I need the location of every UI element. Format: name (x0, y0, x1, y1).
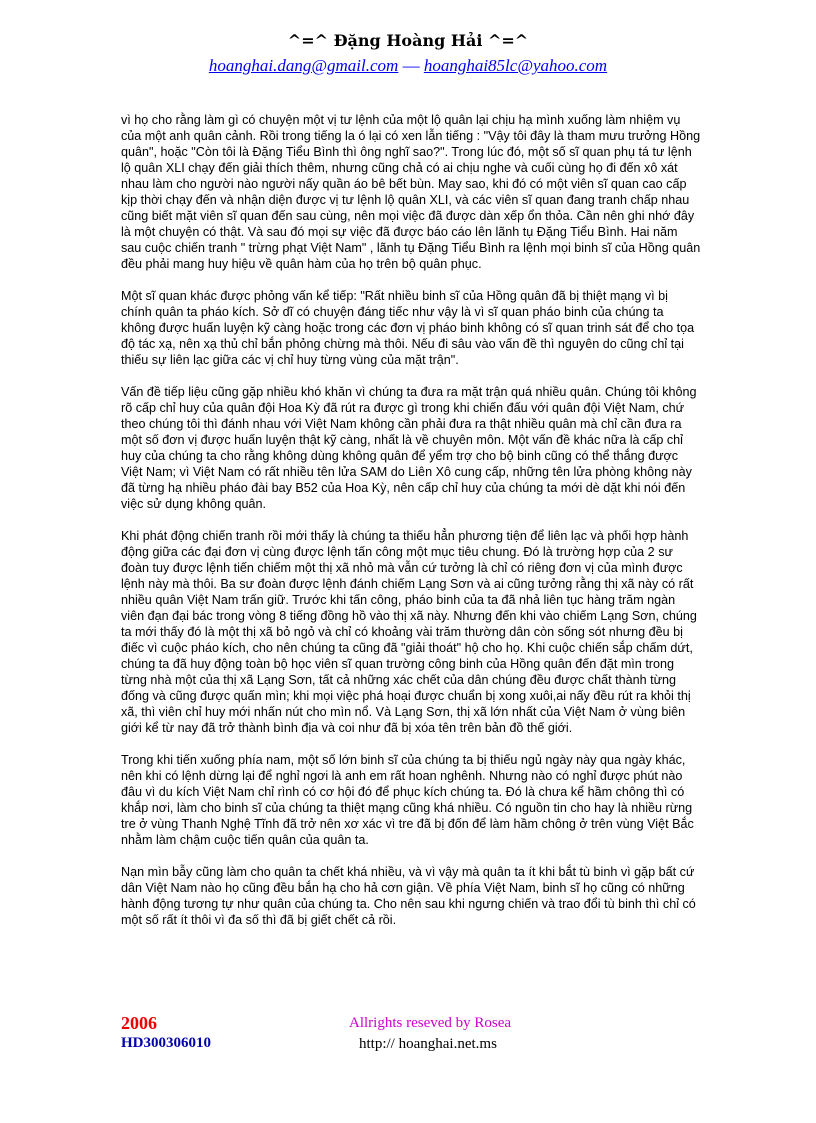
paragraph: Vấn đề tiếp liệu cũng gặp nhiều khó khăn vì chúng ta đưa ra mặt trận quá nhiều quân. Chúng tôi không rõ cấp chỉ huy của quân đội Hoa Kỳ đã rút ra được gì trong khi chiến đấu với quân đội Việt Nam, chứ theo chúng tôi thì đánh nhau với Việt Nam không cần phải đưa ra thật nhiều quân mà chỉ cần đưa ra một số đơn vị được huấn luyện thật kỹ càng, nhất là về chuyên môn. Một vấn đề khác nữa là cấp chỉ huy của chúng ta cho rằng không dùng không quân để yểm trợ cho bộ binh cũng có thể thắng được Việt Nam; vì Việt Nam có rất nhiều tên lửa SAM do Liên Xô cung cấp, những tên lửa phòng không này đã từng hạ nhiều pháo đài bay B52 của Hoa Kỳ, nên cấp chỉ huy của chúng ta mới dè dặt khi nói đến việc sử dụng không quân. (121, 385, 697, 511)
author-emails (0, 54, 816, 78)
author-title: ^=^ Đặng Hoàng Hải ^=^ (287, 31, 529, 50)
paragraph: Trong khi tiến xuống phía nam, một số lớn binh sĩ của chúng ta bị thiếu ngủ ngày này qua ngày khác, nên khi có lệnh dừng lại để nghỉ ngơi là anh em rất hoan nghênh. Nhưng nào có nghỉ được phút nào đâu vì du kích Việt Nam chỉ rình có cơ hội đó để phục kích chúng ta. Đó là chưa kể hầm chông thì có khắp nơi, làm cho binh sĩ của chúng ta thiệt mạng cũng khá nhiều. Có nguồn tin cho hay là nhiều rừng tre ở vùng Thanh Nghệ Tĩnh đã trở nên xơ xác vì tre đã bị đốn để làm hầm chông ở trên vùng Việt Bắc nhằm làm chậm cuộc tiến quân của quân ta. (121, 753, 694, 847)
footer-document-code: HD300306010 (121, 1035, 211, 1051)
email-link-yahoo[interactable]: hoanghai85lc@yahoo.com (423, 56, 608, 75)
paragraph: Nạn mìn bẫy cũng làm cho quân ta chết khá nhiều, và vì vậy mà quân ta ít khi bắt tù binh vì gặp bất cứ dân Việt Nam nào họ cũng đều bắn hạ cho hả cơn giận. Về phía Việt Nam, binh sĩ họ cũng có những hành động tương tự như quân của chúng ta. Cho nên sau khi ngưng chiến và trao đổi tù binh thì chỉ có một số rất ít thôi vì đa số thì đã bị giết chết cả rồi. (121, 865, 696, 927)
article-body (121, 112, 701, 944)
page-header (0, 30, 816, 78)
paragraph: vì họ cho rằng làm gì có chuyện một vị tư lệnh của một lộ quân lại chịu hạ mình xuống làm nhiệm vụ của một anh quân cảnh. Rồi trong tiếng la ó lại có xen lẫn tiếng : "Vậy tôi đây là tham mưu trưởng Hồng quân", hoặc "Còn tôi là Đặng Tiểu Bình thì ông nghĩ sao?". Trong lúc đó, một số sĩ quan phụ tá tư lệnh lộ quân XLI chạy đến giải thích thêm, nhưng cũng chả có ai chịu nghe và cuối cùng họ đi đến xô xát nhau làm cho người nào người nấy quần áo bê bết bùn. May sao, khi đó có một viên sĩ quan cao cấp kịp thời chạy đến và nhận diện được vị tư lệnh lộ quân XLI, và các viên sĩ quan đang tranh chấp nhau cũng biết mặt viên sĩ quan đến sau cùng, nên mọi việc đã được dàn xếp ổn thỏa. Cần nên ghi nhớ đây là một chuyện có thật. Và sau đó mọi sự việc đã được báo cáo lên lãnh tụ Đặng Tiểu Bình. Hai năm sau cuộc chiến tranh " trừng phạt Việt Nam" , lãnh tụ Đặng Tiểu Bình ra lệnh mọi binh sĩ của Hồng quân đều phải mang huy hiệu về quân hàm của họ trên bộ quân phục. (121, 113, 701, 271)
footer-website-link[interactable]: http:// hoanghai.net.ms (359, 1036, 497, 1052)
paragraph: Khi phát động chiến tranh rồi mới thấy là chúng ta thiếu hẳn phương tiện để liên lạc và phối hợp hành động giữa các đại đơn vị cùng được lệnh tấn công một mục tiêu chung. Đó là trường hợp của 2 sư đoàn tuy được lệnh tiến chiếm một thị xã nhỏ mà vẫn cứ tưởng là chỉ có riêng đơn vị của mình được lệnh này mà thôi. Ba sư đoàn được lệnh đánh chiếm Lạng Sơn và ai cũng tưởng rằng thị xã này có rất nhiều quân Việt Nam trấn giữ. Trước khi tấn công, pháo binh của ta đã nhả liên tục hàng trăm ngàn viên đạn đại bác trong vòng 8 tiếng đồng hồ vào thị xã này. Nhưng đến khi vào chiếm Lạng Sơn, chúng ta mới thấy đó là một thị xã bỏ ngỏ và chỉ có khoảng vài trăm thường dân còn sống sót nhưng đều bị điếc vì cuộc pháo kích, cho nên chúng ta cũng đã "giải thoát" hộ cho họ. Khi cuộc chiến sắp chấm dứt, chúng ta đã huy động toàn bộ học viên sĩ quan trường công binh của Hồng quân đến đặt mìn trong từng nhà một của thị xã Lạng Sơn, tất cả những xác chết của dân chúng đều được chất thành từng đống và cũng được quấn mìn; khi mọi việc phá hoại được chuẩn bị xong xuôi,ai nấy đều rút ra khỏi thị xã, thì viên chỉ huy mới nhấn nút cho mìn nổ. Và Lạng Sơn, thị xã lớn nhất của Việt Nam ở vùng biên giới kể từ nay đã trở thành bình địa và coi như đã bị xóa tên trên bản đồ thế giới. (121, 529, 697, 735)
footer-copyright: Allrights reseved by Rosea (349, 1015, 512, 1031)
footer-year: 2006 (121, 1013, 157, 1033)
email-link-gmail[interactable]: hoanghai.dang@gmail.com (208, 56, 399, 75)
page-footer (121, 1013, 701, 1058)
email-separator: — (398, 56, 424, 75)
paragraph: Một sĩ quan khác được phỏng vấn kể tiếp: "Rất nhiều binh sĩ của Hồng quân đã bị thiệt mạng vì bị chính quân ta pháo kích. Sở dĩ có chuyện đáng tiếc như vậy là vì sĩ quan pháo binh của chúng ta không được huấn luyện kỹ càng hoặc trong các đơn vị pháo binh không có sĩ quan trinh sát để cho tọa độ tác xạ, nên xạ thủ chỉ bắn phỏng chừng mà thôi. Nếu đi sâu vào vấn đề thì nguyên do cũng chỉ tại thiếu sự liên lạc giữa các vị chỉ huy từng vùng của mặt trận". (121, 289, 695, 367)
